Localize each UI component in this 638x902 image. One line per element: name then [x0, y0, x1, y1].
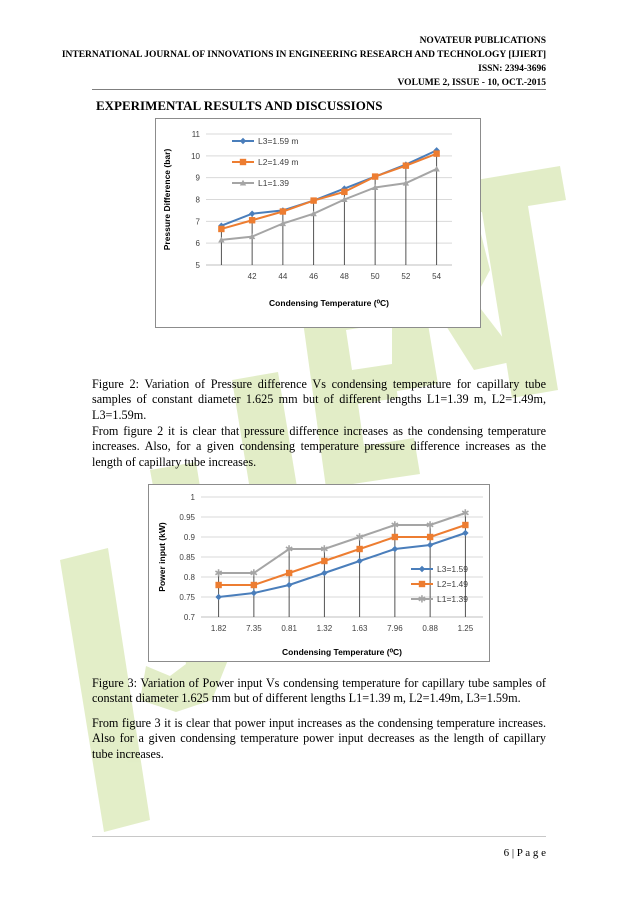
- data-point: [215, 582, 221, 588]
- y-tick-label: 11: [191, 130, 200, 139]
- section-title: EXPERIMENTAL RESULTS AND DISCUSSIONS: [96, 98, 383, 113]
- data-point: [372, 173, 378, 179]
- data-point: ✱: [390, 520, 400, 532]
- data-point: [427, 534, 433, 540]
- issn: ISSN: 2394-3696: [478, 64, 546, 74]
- legend-label: L2=1.49: [437, 579, 468, 589]
- data-point: [433, 166, 439, 172]
- data-point: [249, 217, 255, 223]
- x-axis-title: Condensing Temperature (⁰C): [282, 647, 402, 657]
- data-point: ✱: [214, 568, 223, 580]
- x-tick-label: 0.88: [422, 624, 438, 633]
- x-tick-label: 1.25: [457, 624, 474, 633]
- x-tick-label: 54: [432, 272, 442, 281]
- series-line: [221, 169, 436, 240]
- data-point: [462, 530, 468, 536]
- legend-label: L2=1.49 m: [258, 157, 299, 167]
- y-tick-label: 0.8: [183, 573, 195, 582]
- data-point: [392, 546, 398, 552]
- y-axis-title: Pressure Difference (bar): [162, 148, 172, 251]
- x-tick-label: 1.32: [316, 624, 333, 633]
- data-point: [462, 522, 468, 528]
- legend-label: L1=1.39: [437, 594, 468, 604]
- legend-marker: [419, 581, 425, 587]
- data-point: ✱: [425, 520, 435, 532]
- power-input-chart: [148, 484, 490, 662]
- y-tick-label: 10: [191, 151, 200, 161]
- y-tick-label: 8: [195, 195, 200, 205]
- y-tick-label: 6: [195, 239, 200, 249]
- data-point: [218, 226, 224, 232]
- data-point: [286, 570, 292, 576]
- data-point: [321, 570, 327, 576]
- x-tick-label: 1.63: [351, 624, 368, 633]
- data-point: [251, 590, 257, 596]
- page-number: 6 | P a g e: [503, 847, 546, 859]
- y-axis-title: Power input (kW): [157, 522, 167, 592]
- y-tick-label: 7: [195, 217, 200, 227]
- figure-3-caption: Figure 3: Variation of Power input Vs condensing temperature for capillary tube samples of constant diameter 1.625 mm but of different lengths L1=1.39 m, L2=1.49m, L3=1.59m.: [92, 676, 546, 706]
- journal-header: [62, 34, 546, 90]
- figure-2-discussion: From figure 2 it is clear that pressure difference increases as the condensing temperature increases. Also, for a given condensing temperature pressure difference increases as the length of capillary tube increases.: [92, 424, 546, 469]
- x-tick-label: 52: [401, 272, 411, 281]
- y-tick-label: 5: [195, 261, 200, 270]
- legend-marker: ✱: [417, 594, 427, 606]
- x-tick-label: 48: [339, 272, 349, 281]
- x-tick-label: 46: [309, 272, 319, 281]
- data-point: ✱: [320, 544, 329, 556]
- data-point: [251, 582, 257, 588]
- publisher-name: NOVATEUR PUBLICATIONS: [419, 36, 546, 46]
- legend-label: L3=1.59 m: [258, 136, 299, 146]
- y-tick-label: 9: [195, 173, 200, 183]
- x-tick-label: 7.35: [246, 624, 262, 633]
- data-point: [427, 542, 433, 548]
- pressure-difference-chart: [155, 118, 481, 328]
- y-tick-label: 0.7: [183, 613, 195, 622]
- data-point: ✱: [355, 532, 364, 544]
- figure-2-caption: Figure 2: Variation of Pressure difference Vs condensing temperature for capillary tube samples of constant diameter 1.625 mm but of different lengths L1=1.39 m, L2=1.49m, L3=1.59m.: [92, 377, 546, 422]
- x-tick-label: 42: [247, 272, 257, 281]
- legend-marker: [240, 159, 246, 165]
- data-point: [403, 162, 409, 168]
- data-point: [215, 594, 221, 600]
- data-point: [280, 208, 286, 214]
- legend-marker: [240, 138, 246, 144]
- x-tick-label: 50: [370, 272, 380, 281]
- legend-label: L1=1.39: [258, 178, 289, 188]
- data-point: ✱: [249, 568, 259, 580]
- power-input-chart-svg: [149, 485, 489, 661]
- legend-label: L3=1.59: [437, 564, 468, 574]
- y-tick-label: 0.95: [179, 513, 195, 522]
- pressure-difference-chart-svg: [156, 119, 480, 327]
- header-rule: [92, 89, 546, 90]
- x-tick-label: 1.82: [210, 624, 227, 633]
- data-point: [392, 534, 398, 540]
- x-axis-title: Condensing Temperature (⁰C): [269, 298, 389, 308]
- volume-issue: VOLUME 2, ISSUE - 10, OCT.-2015: [397, 78, 546, 88]
- y-tick-label: 0.9: [183, 533, 195, 542]
- data-point: [356, 558, 362, 564]
- journal-name: INTERNATIONAL JOURNAL OF INNOVATIONS IN ENGINEERING RESEARCH AND TECHNOLOGY [IJIERT]: [61, 50, 546, 60]
- data-point: [321, 558, 327, 564]
- figure-3-discussion: From figure 3 it is clear that power input increases as the condensing temperature increases. Also for a given condensing temperature power input decreases as the length of capillary tube increases.: [92, 716, 546, 761]
- x-tick-label: 0.81: [281, 624, 297, 633]
- data-point: ✱: [461, 508, 470, 520]
- x-tick-label: 7.96: [387, 624, 403, 633]
- y-tick-label: 1: [190, 493, 195, 502]
- x-tick-label: 44: [278, 272, 288, 281]
- data-point: ✱: [284, 544, 294, 556]
- data-point: [310, 197, 316, 203]
- data-point: [433, 150, 439, 156]
- data-point: [356, 546, 362, 552]
- legend-marker: [419, 566, 425, 572]
- y-tick-label: 0.85: [179, 553, 195, 562]
- data-point: [341, 189, 347, 195]
- y-tick-label: 0.75: [179, 593, 195, 602]
- footer-rule: [92, 836, 546, 837]
- data-point: [249, 210, 255, 216]
- data-point: [286, 582, 292, 588]
